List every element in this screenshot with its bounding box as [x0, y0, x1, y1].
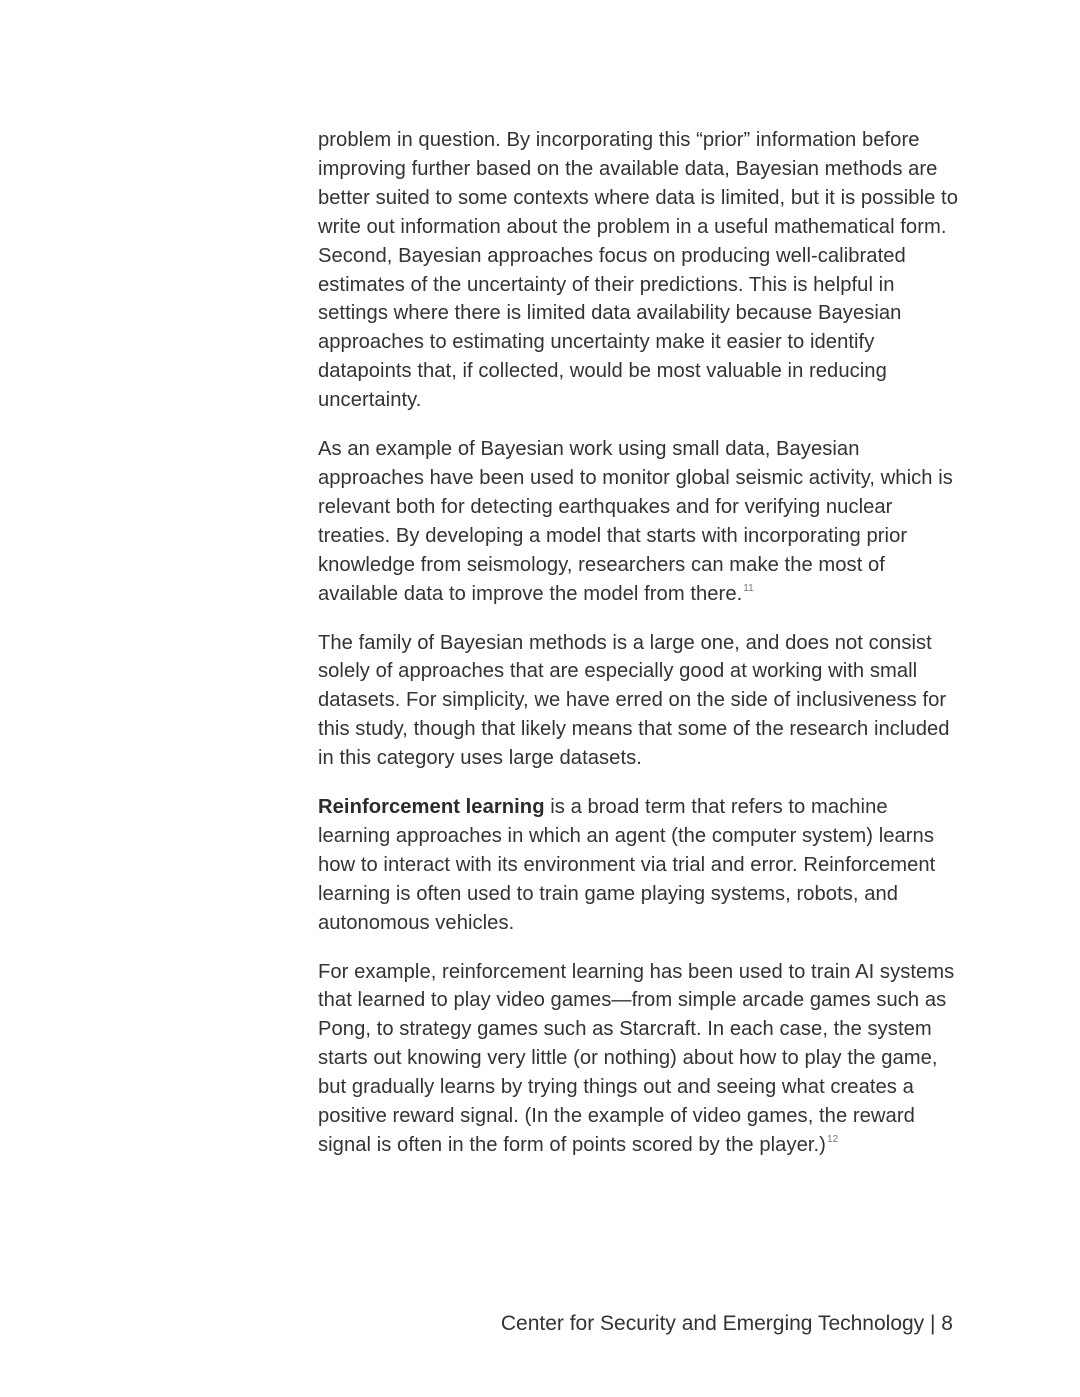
paragraph-text: is a broad term that refers to machine learning approaches in which an agent (the computer system) learns how to interact with its environment via trial and error. Reinforcement learning is often used to train game playing systems, robots, and autonomous vehicles. [318, 796, 936, 934]
paragraph-seismic-example [318, 435, 958, 608]
term-reinforcement-learning: Reinforcement learning [318, 796, 545, 819]
paragraph-text: For example, reinforcement learning has been used to train AI systems that learned to play video games—from simple arcade games such as Pong, to strategy games such as Starcraft. In each case, the system starts out knowing very little (or nothing) about how to play the game, but gradually learns by trying things out and seeing what creates a positive reward signal. (In the example of video games, the reward signal is often in the form of points scored by the player.) [318, 960, 955, 1156]
paragraph-reinforcement-learning [318, 793, 958, 938]
paragraph-bayesian-family [318, 629, 958, 774]
paragraph-bayesian-prior [318, 126, 958, 415]
page-body [318, 126, 958, 1180]
paragraph-text: As an example of Bayesian work using small data, Bayesian approaches have been used to monitor global seismic activity, which is relevant both for detecting earthquakes and for verifying nuclear treaties. By developing a model that starts with incorporating prior knowledge from seismology, researchers can make the most of available data to improve the model from there. [318, 438, 953, 605]
paragraph-video-games-example [318, 958, 958, 1160]
footnote-ref-12[interactable]: 12 [826, 1134, 839, 1145]
paragraph-text: problem in question. By incorporating this “prior” information before improving further based on the available data, Bayesian methods are better suited to some contexts where data is limited, but it is possible to write out information about the problem in a useful mathematical form. Second, Bayesian approaches focus on producing well-calibrated estimates of the uncertainty of their predictions. This is helpful in settings where there is limited data availability because Bayesian approaches to estimating uncertainty make it easier to identify datapoints that, if collected, would be most valuable in reducing uncertainty. [318, 129, 958, 412]
paragraph-text: The family of Bayesian methods is a large one, and does not consist solely of approaches that are especially good at working with small datasets. For simplicity, we have erred on the side of inclusiveness for this study, though that likely means that some of the research included in this category uses large datasets. [318, 631, 950, 770]
footnote-ref-11[interactable]: 11 [743, 582, 754, 594]
page-footer: Center for Security and Emerging Technology | 8 [500, 1312, 953, 1335]
